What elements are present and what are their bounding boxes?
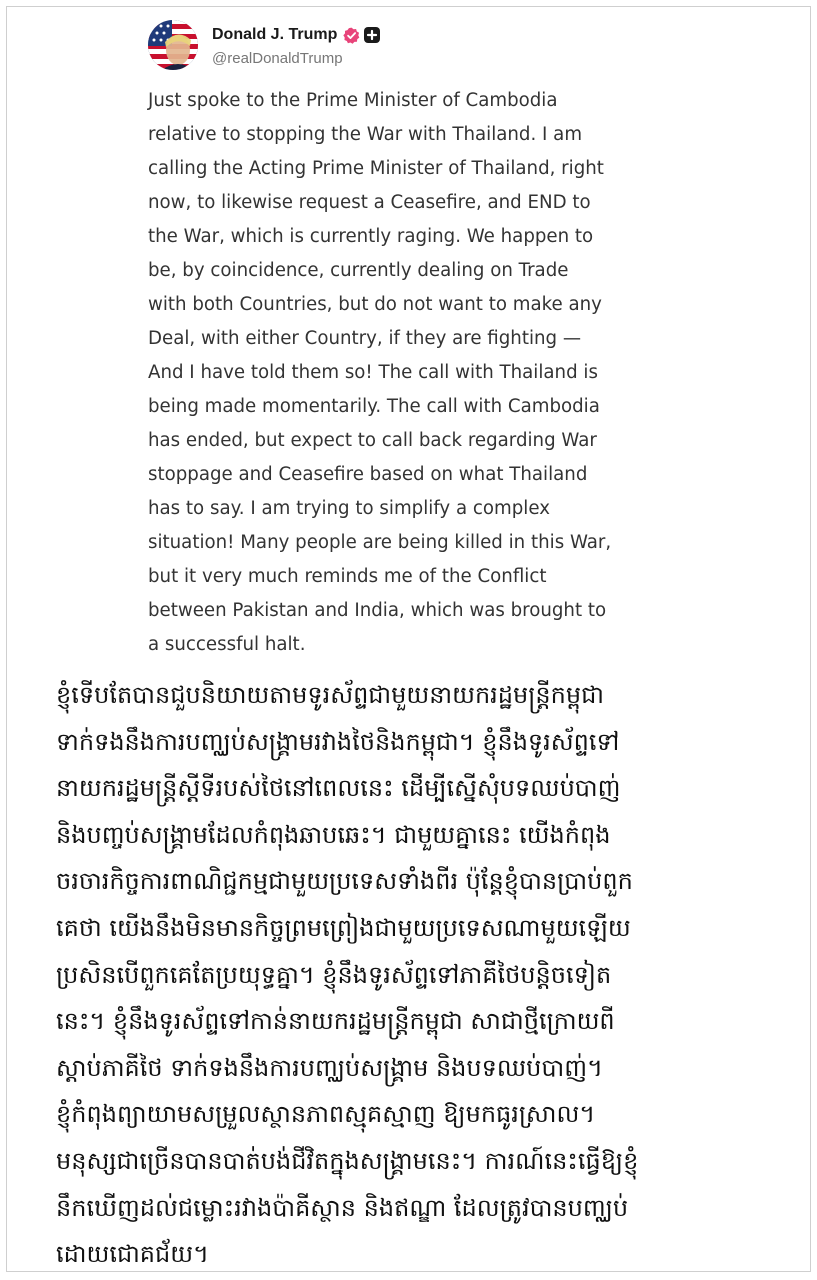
post-text xyxy=(148,84,688,662)
post-text-line: the War, which is currently raging. We happen to xyxy=(148,226,594,247)
post-text-line: be, by coincidence, currently dealing on Trade xyxy=(148,260,569,281)
translation-line: ខ្ញុំទើបតែបានជួបនិយាយតាមទូរស័ព្ទជាមួយនាយករដ្ឋមន្ត្រីកម្ពុជា xyxy=(56,681,604,709)
post-text-line: with both Countries, but do not want to make any xyxy=(148,294,602,315)
translation-line: ចរចារកិច្ចការពាណិជ្ជកម្មជាមួយប្រទេសទាំងពីរ ប៉ុន្តែខ្ញុំបានប្រាប់ពួក xyxy=(56,867,633,896)
post-text-line: situation! Many people are being killed in this War, xyxy=(148,532,612,553)
display-name[interactable]: Donald J. Trump xyxy=(212,26,338,43)
post-text-line: a successful halt. xyxy=(148,634,306,655)
khmer-translation xyxy=(56,672,766,1278)
author-handle[interactable]: @realDonaldTrump xyxy=(212,50,343,67)
post-text-line: relative to stopping the War with Thailand. I am xyxy=(148,124,583,145)
translation-line: ខ្ញុំកំពុងព្យាយាមសម្រួលស្ថានភាពស្មុគស្មាញ ឱ្យមកធូរស្រាល។ xyxy=(56,1100,596,1129)
translation-line: ទាក់ទងនឹងការបញ្ឈប់សង្គ្រាមរវាងថៃនិងកម្ពុជា។ ខ្ញុំនឹងទូរស័ព្ទទៅ xyxy=(56,727,620,756)
display-name-row xyxy=(212,24,380,46)
post-header xyxy=(148,16,668,76)
post-text-line: between Pakistan and India, which was brought to xyxy=(148,600,607,621)
translation-line: ស្តាប់ភាគីថៃ ទាក់ទងនឹងការបញ្ឈប់សង្គ្រាម និងបទឈប់បាញ់។ xyxy=(56,1053,603,1082)
post-text-line: being made momentarily. The call with Cambodia xyxy=(148,396,600,417)
post-text-line: now, to likewise request a Ceasefire, and END to xyxy=(148,192,591,213)
post-text-line: Deal, with either Country, if they are fighting — xyxy=(148,328,582,349)
translation-line: ប្រសិនបើពួកគេតែប្រយុទ្ធគ្នា។ ខ្ញុំនឹងទូរស័ព្ទទៅភាគីថៃបន្តិចទៀត xyxy=(56,960,612,989)
flag-portrait-icon xyxy=(148,20,198,70)
translation-line: នឹកឃើញដល់ជម្លោះរវាងប៉ាគីស្ថាន និងឥណ្ឌា ដែលត្រូវបានបញ្ឈប់ xyxy=(56,1193,629,1222)
translation-line: គេថា យើងនឹងមិនមានកិច្ចព្រមព្រៀងជាមួយប្រទេសណាមួយឡើយ xyxy=(56,913,631,942)
post-text-line: has to say. I am trying to simplify a complex xyxy=(148,498,550,519)
post-text-line: And I have told them so! The call with Thailand is xyxy=(148,362,598,383)
post-text-line: Just spoke to the Prime Minister of Cambodia xyxy=(148,90,558,111)
author-names xyxy=(212,24,380,67)
translation-line: មនុស្សជាច្រើនបានបាត់បង់ជីវិតក្នុងសង្គ្រាមនេះ។ ការណ៍នេះធ្វើឱ្យខ្ញុំ xyxy=(56,1146,639,1175)
post-text-line: stoppage and Ceasefire based on what Thailand xyxy=(148,464,588,485)
translation-line: និងបញ្ចប់សង្គ្រាមដែលកំពុងឆាបឆេះ។ ជាមួយគ្នានេះ យើងកំពុង xyxy=(56,820,611,849)
post-text-line: but it very much reminds me of the Conflict xyxy=(148,566,547,587)
translation-line: ដោយជោគជ័យ។ xyxy=(56,1240,209,1269)
translation-line: នាយករដ្ឋមន្ត្រីស្តីទីរបស់ថៃនៅពេលនេះ ដើម្បីស្នើសុំបទឈប់បាញ់ xyxy=(56,774,621,803)
translation-line: នេះ។ ខ្ញុំនឹងទូរស័ព្ទទៅកាន់នាយករដ្ឋមន្ត្រីកម្ពុជា សាជាថ្មីក្រោយពី xyxy=(56,1007,615,1036)
verified-badge-icon xyxy=(343,27,360,44)
plus-badge-icon xyxy=(364,27,380,43)
avatar[interactable] xyxy=(148,20,198,70)
post-text-line: has ended, but expect to call back regarding War xyxy=(148,430,597,451)
post-text-line: calling the Acting Prime Minister of Thailand, right xyxy=(148,158,604,179)
